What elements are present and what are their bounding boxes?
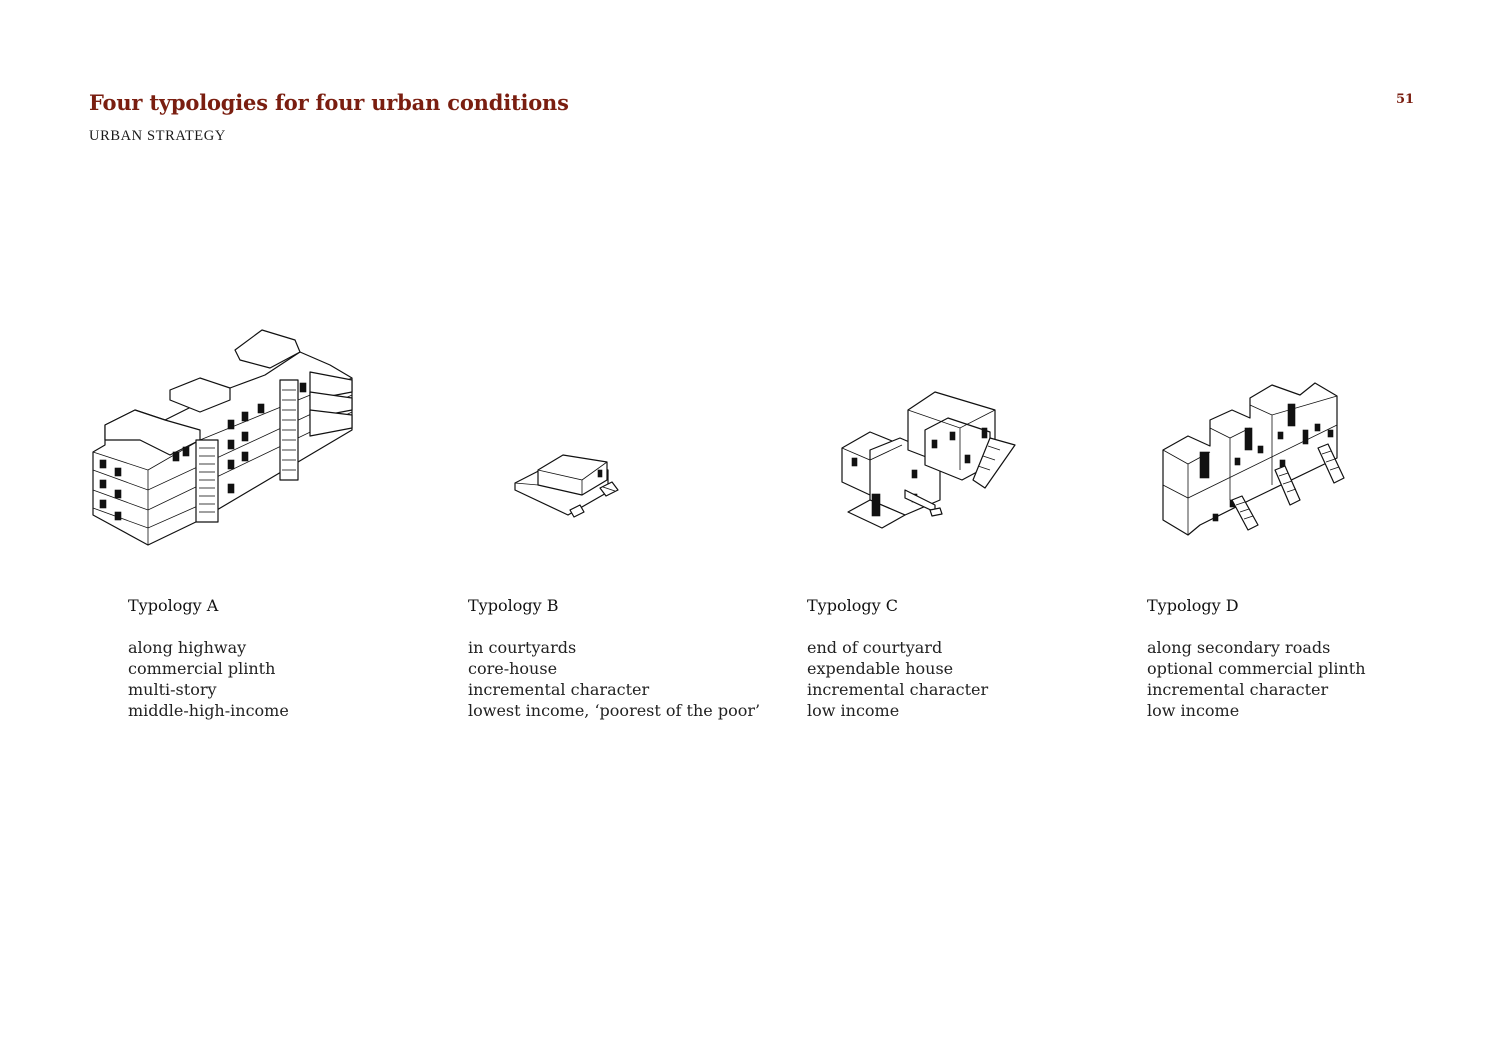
typology-name: Typology C [807,596,898,615]
typology-attributes [807,637,1127,721]
typology-attribute: incremental character [468,680,650,699]
typology-attribute: expendable house [807,659,954,678]
typology-attribute: middle-high-income [128,701,289,720]
typology-attribute: in courtyards [468,638,577,657]
typology-attribute: low income [807,701,900,720]
section-label: URBAN STRATEGY [89,128,226,144]
typology-attribute: multi-story [128,680,217,699]
typology-name: Typology B [468,596,559,615]
typology-d-drawing [1163,383,1344,535]
typology-attribute: low income [1147,701,1240,720]
typology-b-drawing [515,455,618,517]
typology-attribute: core-house [468,659,558,678]
typology-name: Typology D [1147,596,1239,615]
typology-attribute: along highway [128,638,247,657]
typology-name: Typology A [128,596,219,615]
typology-attribute: incremental character [807,680,989,699]
typology-c-caption [807,595,1127,721]
typology-attributes [468,637,788,721]
typology-attribute: end of courtyard [807,638,943,657]
page-title: Four typologies for four urban conditions [89,90,569,115]
typology-d-caption [1147,595,1467,721]
typology-attributes [1147,637,1467,721]
typology-a-caption [128,595,448,721]
page-number: 51 [1396,92,1415,107]
typology-attribute: lowest income, ‘poorest of the poor’ [468,701,761,720]
typology-attribute: optional commercial plinth [1147,659,1366,678]
typology-attribute: commercial plinth [128,659,276,678]
typology-attributes [128,637,448,721]
typology-attribute: incremental character [1147,680,1329,699]
typology-b-caption [468,595,788,721]
typology-a-drawing [93,330,352,545]
typology-c-drawing [842,392,1015,528]
typology-attribute: along secondary roads [1147,638,1331,657]
